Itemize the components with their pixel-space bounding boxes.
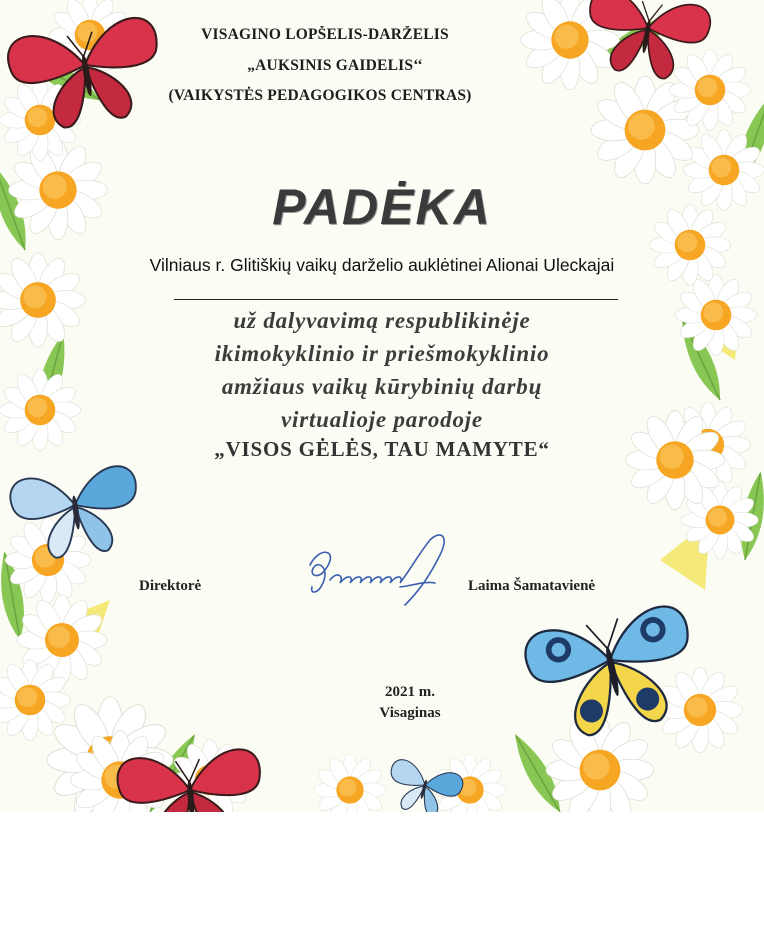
signer-name: Laima Šamatavienė (468, 578, 596, 594)
reason-line-2: ikimokyklinio ir priešmokyklinio (214, 341, 550, 366)
recipient-line: Vilniaus r. Glitiškių vaikų darželio auklėtinei Alionai Uleckajai (149, 255, 615, 275)
underline-rule (174, 299, 618, 300)
institution-name-line2: „AUKSINIS GAIDELIS‘‘ (247, 57, 423, 74)
exhibition-name: „VISOS GĖLĖS, TAU MAMYTE“ (214, 437, 550, 461)
institution-name-line3: (VAIKYSTĖS PEDAGOGIKOS CENTRAS) (168, 87, 472, 104)
issue-year: 2021 m. (385, 684, 435, 700)
issue-city: Visaginas (379, 705, 441, 721)
reason-line-4: virtualioje parodoje (281, 407, 483, 432)
institution-name-line1: VISAGINO LOPŠELIS-DARŽELIS (201, 26, 449, 43)
handwritten-signature (300, 525, 470, 625)
reason-line-1: už dalyvavimą respublikinėje (233, 308, 531, 333)
certificate-title: PADĖKA (272, 179, 492, 235)
reason-line-3: amžiaus vaikų kūrybinių darbų (221, 374, 543, 399)
signer-role: Direktorė (139, 578, 202, 594)
